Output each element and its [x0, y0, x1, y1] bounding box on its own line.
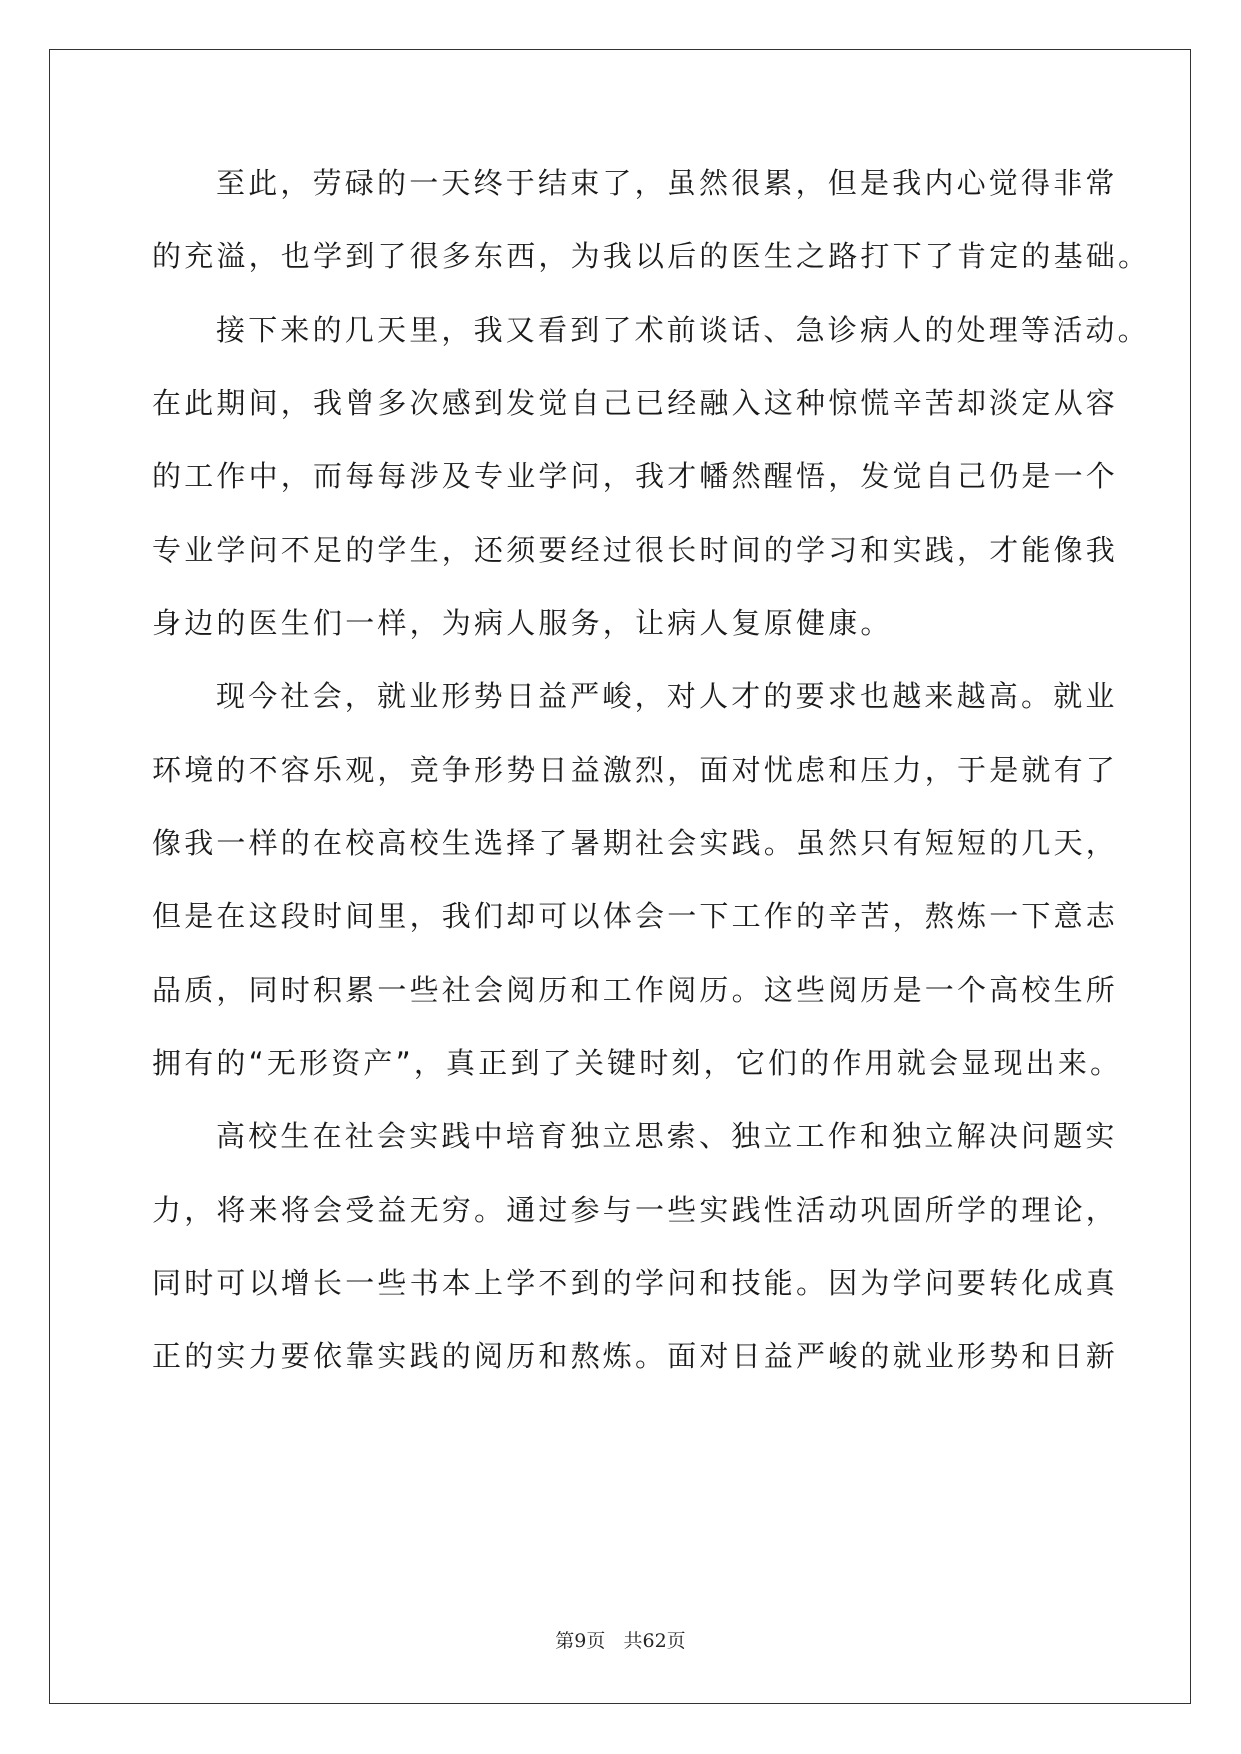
- text-line: 同时可以增长一些书本上学不到的学问和技能。因为学问要转化成真: [152, 1266, 1119, 1300]
- text-line: 高校生在社会实践中培育独立思索、独立工作和独立解决问题实: [216, 1119, 1118, 1153]
- text-line: 接下来的几天里，我又看到了术前谈话、急诊病人的处理等活动。: [216, 313, 1150, 347]
- text-line: 环境的不容乐观，竞争形势日益激烈，面对忧虑和压力，于是就有了: [152, 753, 1119, 787]
- text-line: 至此，劳碌的一天终于结束了，虽然很累，但是我内心觉得非常: [216, 166, 1118, 200]
- text-line: 正的实力要依靠实践的阅历和熬炼。面对日益严峻的就业形势和日新: [152, 1339, 1119, 1373]
- page-border: [49, 49, 1191, 1704]
- page-number: 第9页 共62页: [555, 1630, 686, 1652]
- text-line: 像我一样的在校高校生选择了暑期社会实践。虽然只有短短的几天，: [152, 826, 1119, 860]
- text-line: 力，将来将会受益无穷。通过参与一些实践性活动巩固所学的理论，: [152, 1193, 1119, 1227]
- text-line: 品质，同时积累一些社会阅历和工作阅历。这些阅历是一个高校生所: [152, 973, 1119, 1007]
- page-footer: [0, 1629, 1241, 1653]
- text-line: 专业学问不足的学生，还须要经过很长时间的学习和实践，才能像我: [152, 533, 1119, 567]
- text-line: 拥有的“无形资产”，真正到了关键时刻，它们的作用就会显现出来。: [152, 1046, 1123, 1080]
- text-line: 的充溢，也学到了很多东西，为我以后的医生之路打下了肯定的基础。: [152, 239, 1151, 273]
- text-line: 现今社会，就业形势日益严峻，对人才的要求也越来越高。就业: [216, 679, 1118, 713]
- text-line: 的工作中，而每每涉及专业学问，我才幡然醒悟，发觉自己仍是一个: [152, 459, 1119, 493]
- text-line: 但是在这段时间里，我们却可以体会一下工作的辛苦，熬炼一下意志: [152, 899, 1119, 933]
- text-line: 在此期间，我曾多次感到发觉自己已经融入这种惊慌辛苦却淡定从容: [152, 386, 1119, 420]
- text-line: 身边的医生们一样，为病人服务，让病人复原健康。: [152, 606, 893, 640]
